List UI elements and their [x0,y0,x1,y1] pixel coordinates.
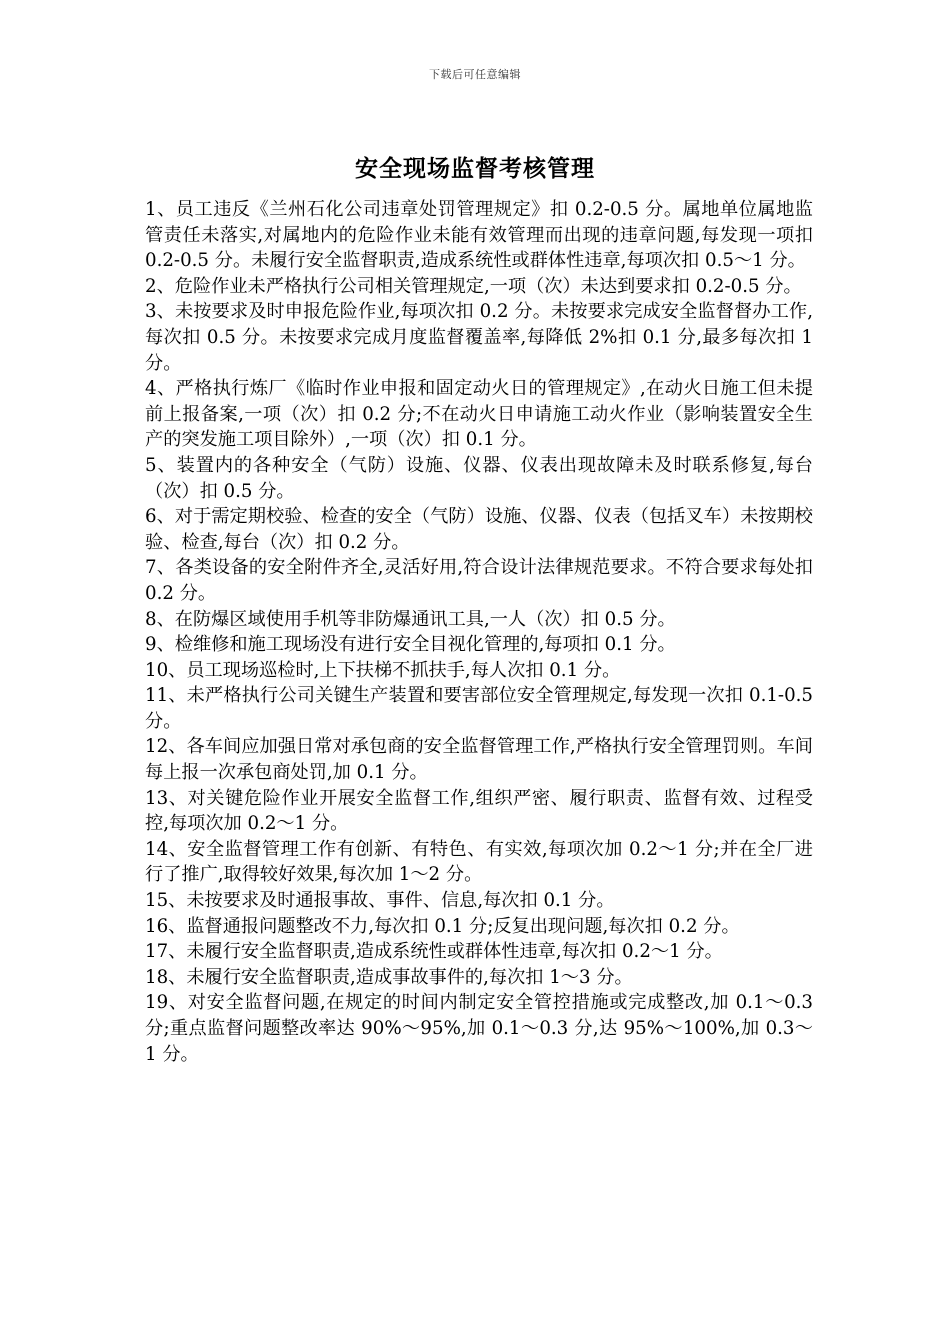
list-item: 2、危险作业未严格执行公司相关管理规定,一项（次）未达到要求扣 0.2-0.5 分。 [145,275,802,297]
list-item: 12、各车间应加强日常对承包商的安全监督管理工作,严格执行安全管理罚则。车间每上报一次承包商处罚,加 0.1 分。 [145,736,813,784]
list-item: 9、检维修和施工现场没有进行安全目视化管理的,每项扣 0.1 分。 [145,634,676,656]
list-item: 4、严格执行炼厂《临时作业申报和固定动火日的管理规定》,在动火日施工但未提前上报备案,一项（次）扣 0.2 分;不在动火日申请施工动火作业（影响装置安全生产的突发施工项目除外）,一项（次）扣 0.1 分。 [145,378,813,451]
list-item: 11、未严格执行公司关键生产装置和要害部位安全管理规定,每发现一次扣 0.1-0.5 分。 [145,685,813,732]
document-body [145,197,813,1067]
list-item: 16、监督通报问题整改不力,每次扣 0.1 分;反复出现问题,每次扣 0.2 分。 [145,915,740,937]
list-item: 8、在防爆区域使用手机等非防爆通讯工具,一人（次）扣 0.5 分。 [145,608,676,630]
page-title: 安全现场监督考核管理 [355,155,595,182]
list-item: 13、对关键危险作业开展安全监督工作,组织严密、履行职责、监督有效、过程受控,每项次加 0.2～1 分。 [145,787,813,835]
list-item: 19、对安全监督问题,在规定的时间内制定安全管控措施或完成整改,加 0.1～0.3 分;重点监督问题整改率达 90%～95%,加 0.1～0.3 分,达 95%～100%,加 0.3～1 分。 [145,992,813,1065]
list-item: 14、安全监督管理工作有创新、有特色、有实效,每项次加 0.2～1 分;并在全厂进行了推广,取得较好效果,每次加 1～2 分。 [145,838,813,886]
list-item: 7、各类设备的安全附件齐全,灵活好用,符合设计法律规范要求。不符合要求每处扣 0.2 分。 [145,557,813,604]
list-item: 6、对于需定期校验、检查的安全（气防）设施、仪器、仪表（包括叉车）未按期校验、检查,每台（次）扣 0.2 分。 [145,506,813,553]
list-item: 5、装置内的各种安全（气防）设施、仪器、仪表出现故障未及时联系修复,每台（次）扣 0.5 分。 [145,454,813,502]
list-item: 15、未按要求及时通报事故、事件、信息,每次扣 0.1 分。 [145,890,615,912]
header-note: 下载后可任意编辑 [429,68,521,81]
list-item: 18、未履行安全监督职责,造成事故事件的,每次扣 1～3 分。 [145,966,633,988]
list-item: 10、员工现场巡检时,上下扶梯不抓扶手,每人次扣 0.1 分。 [145,659,621,681]
list-item: 17、未履行安全监督职责,造成系统性或群体性违章,每次扣 0.2～1 分。 [145,941,723,963]
list-item: 3、未按要求及时申报危险作业,每项次扣 0.2 分。未按要求完成安全监督督办工作,每次扣 0.5 分。未按要求完成月度监督覆盖率,每降低 2%扣 0.1 分,最多每次扣 1 分。 [145,301,813,374]
list-item: 1、员工违反《兰州石化公司违章处罚管理规定》扣 0.2-0.5 分。属地单位属地监管责任未落实,对属地内的危险作业未能有效管理而出现的违章问题,每发现一项扣 0.2-0.5 分。未履行安全监督职责,造成系统性或群体性违章,每项次扣 0.5～1 分。 [145,199,813,272]
